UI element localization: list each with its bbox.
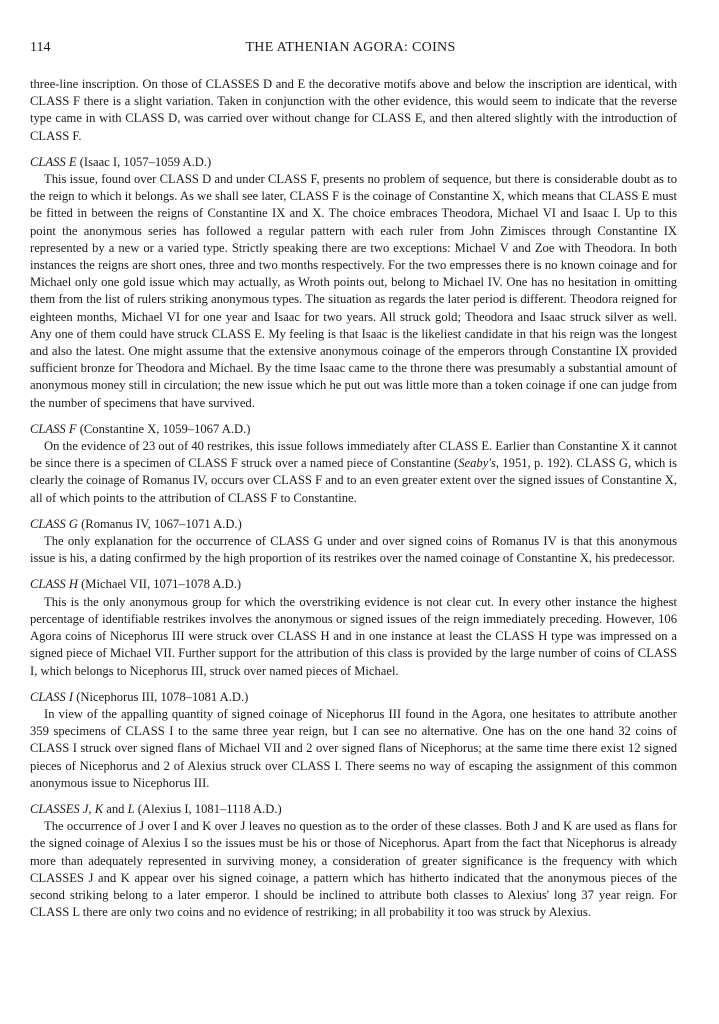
class-name: CLASSES J, K xyxy=(30,801,104,816)
page-number: 114 xyxy=(30,40,51,55)
section-paragraph: The only explanation for the occurrence of CLASS G under and over signed coins of Romanus IV is that this anonymous issue is his, a dating confirmed by the high proportion of its restrikes over the named coinage of Constantine X, his predecessor. xyxy=(30,534,677,566)
class-name: CLASS E xyxy=(30,154,77,169)
paragraph-text: , 1951, p. 192). CLASS G, which is clearly the coinage of Romanus IV, occurs over CLASS F and to an even greater extent over the signed issues of Constantine X, all of which points to the attribution of CLASS F to Constantine. xyxy=(30,456,677,505)
class-name: CLASS I xyxy=(30,689,74,704)
section-paragraph: In view of the appalling quantity of signed coinage of Nicephorus III found in the Agora, one hesitates to attribute another 359 specimens of CLASS I to the same three year reign, but I can see no alternative. One has on the one hand 32 coins of CLASS I struck over signed flans of Michael VII and 2 over signed flans of Nicephorus; at the same time there exist 12 signed pieces of Nicephorus and 2 of Alexius struck over CLASS I. There seems no way of escaping the assignment of this common anonymous issue to Nicephorus III. xyxy=(30,706,677,790)
section-paragraph: This is the only anonymous group for which the overstriking evidence is not clear cut. In every other instance the highest percentage of identifiable restrikes involves the anonymous or signed issues of the reign immediately preceding. However, 106 Agora coins of Nicephorus III were struck over CLASS H and in one instance at least the CLASS H type was impressed on a signed piece of Michael VII. Further support for the attribution of this class is provided by the large number of coins of CLASS I, which belongs to Nicephorus III, struck over named pieces of Michael. xyxy=(30,594,677,678)
section-class-i xyxy=(30,689,677,792)
reign-label: (Michael VII, 1071–1078 A.D.) xyxy=(81,577,242,592)
section-classes-j-k-l xyxy=(30,801,677,921)
class-name-last: L xyxy=(127,801,135,816)
section-class-h xyxy=(30,576,677,679)
section-paragraph xyxy=(30,438,677,507)
section-paragraph: The occurrence of J over I and K over J leaves no question as to the order of these classes. Both J and K are used as flans for the signed coinage of Alexius I so the issues must be his or those of Nicephorus. Apart from the fact that Nicephorus is already more than adequately represented in surviving money, a consideration of greater significance is the frequency with which CLASSES J and K appear over his signed coinage, a pattern which has hitherto indicated that the anonymous pieces of the second striking belong to a later emperor. I should be inclined to attribute both classes to Alexius' long 37 year reign. For CLASS L there are only two coins and no evidence of restriking; in all probability it too was struck by Alexius. xyxy=(30,819,677,920)
paragraph-text: On the evidence of 23 out of 40 restrikes, this issue follows immediately after CLASS E. Earlier than Constantine X it cannot be since there is a specimen of CLASS F struck over a named piece of Constantine ( xyxy=(30,439,677,471)
reign-label: (Constantine X, 1059–1067 A.D.) xyxy=(79,421,251,436)
section-heading xyxy=(30,801,677,818)
reign-label: (Alexius I, 1081–1118 A.D.) xyxy=(137,801,282,816)
class-name-conjunction: and xyxy=(106,801,125,816)
class-name: CLASS H xyxy=(30,577,78,592)
reign-label: (Nicephorus III, 1078–1081 A.D.) xyxy=(76,689,249,704)
citation-title: Seaby's xyxy=(458,456,496,471)
section-heading xyxy=(30,689,677,706)
section-heading xyxy=(30,421,677,438)
section-heading xyxy=(30,516,677,533)
section-class-e xyxy=(30,154,677,412)
section-heading xyxy=(30,154,677,171)
section-class-f xyxy=(30,421,677,507)
section-heading xyxy=(30,576,677,593)
running-head xyxy=(30,40,671,60)
intro-paragraph: three-line inscription. On those of CLASSES D and E the decorative motifs above and below the inscription are identical, with CLASS F there is a slight variation. Taken in conjunction with the other evidence, this would seem to indicate that the reverse type came in with CLASS D, was carried over without change for CLASS E, and then altered slightly with the introduction of CLASS F. xyxy=(30,77,677,143)
class-name: CLASS F xyxy=(30,421,77,436)
reign-label: (Isaac I, 1057–1059 A.D.) xyxy=(79,154,212,169)
section-paragraph: This issue, found over CLASS D and under CLASS F, presents no problem of sequence, but there is considerable doubt as to the reign to which it belongs. As we shall see later, CLASS F is the coinage of Constantine X, which means that CLASS E must be fitted in between the reigns of Constantine IX and X. The choice embraces Theodora, Michael VI and Isaac I. Up to this point the anonymous series has followed a regular pattern with each ruler from John Zimisces through Constantine IX represented by a new or a varied type. Strictly speaking there are two exceptions: Michael V and Zoe with Theodora. In both instances the reigns are short ones, three and two months respectively. For the two empresses there is no known coinage and for Michael only one gold issue which may actually, as Wroth points out, belong to Michael IV. One has no hesitation in omitting them from the list of rulers striking anonymous types. The situation as regards the later period is different. Theodora reigned for eighteen months, Michael VI for one year and Isaac for two years. All struck gold; Theodora and Isaac struck silver as well. Any one of them could have struck CLASS E. My feeling is that Isaac is the likeliest candidate in that his reign was the longest and also the latest. One might assume that the extensive anonymous coinage of the emperors through Constantine IX provided sufficient bronze for Theodora and Michael. By the time Isaac came to the throne there was presumably a substantial amount of anonymous money still in circulation; the new issue which he put out was little more than a token coinage if one can judge from the number of specimens that have survived. xyxy=(30,172,677,410)
running-title: THE ATHENIAN AGORA: COINS xyxy=(245,40,456,55)
page-body xyxy=(30,76,677,921)
class-name: CLASS G xyxy=(30,516,78,531)
reign-label: (Romanus IV, 1067–1071 A.D.) xyxy=(81,516,242,531)
section-class-g xyxy=(30,516,677,568)
